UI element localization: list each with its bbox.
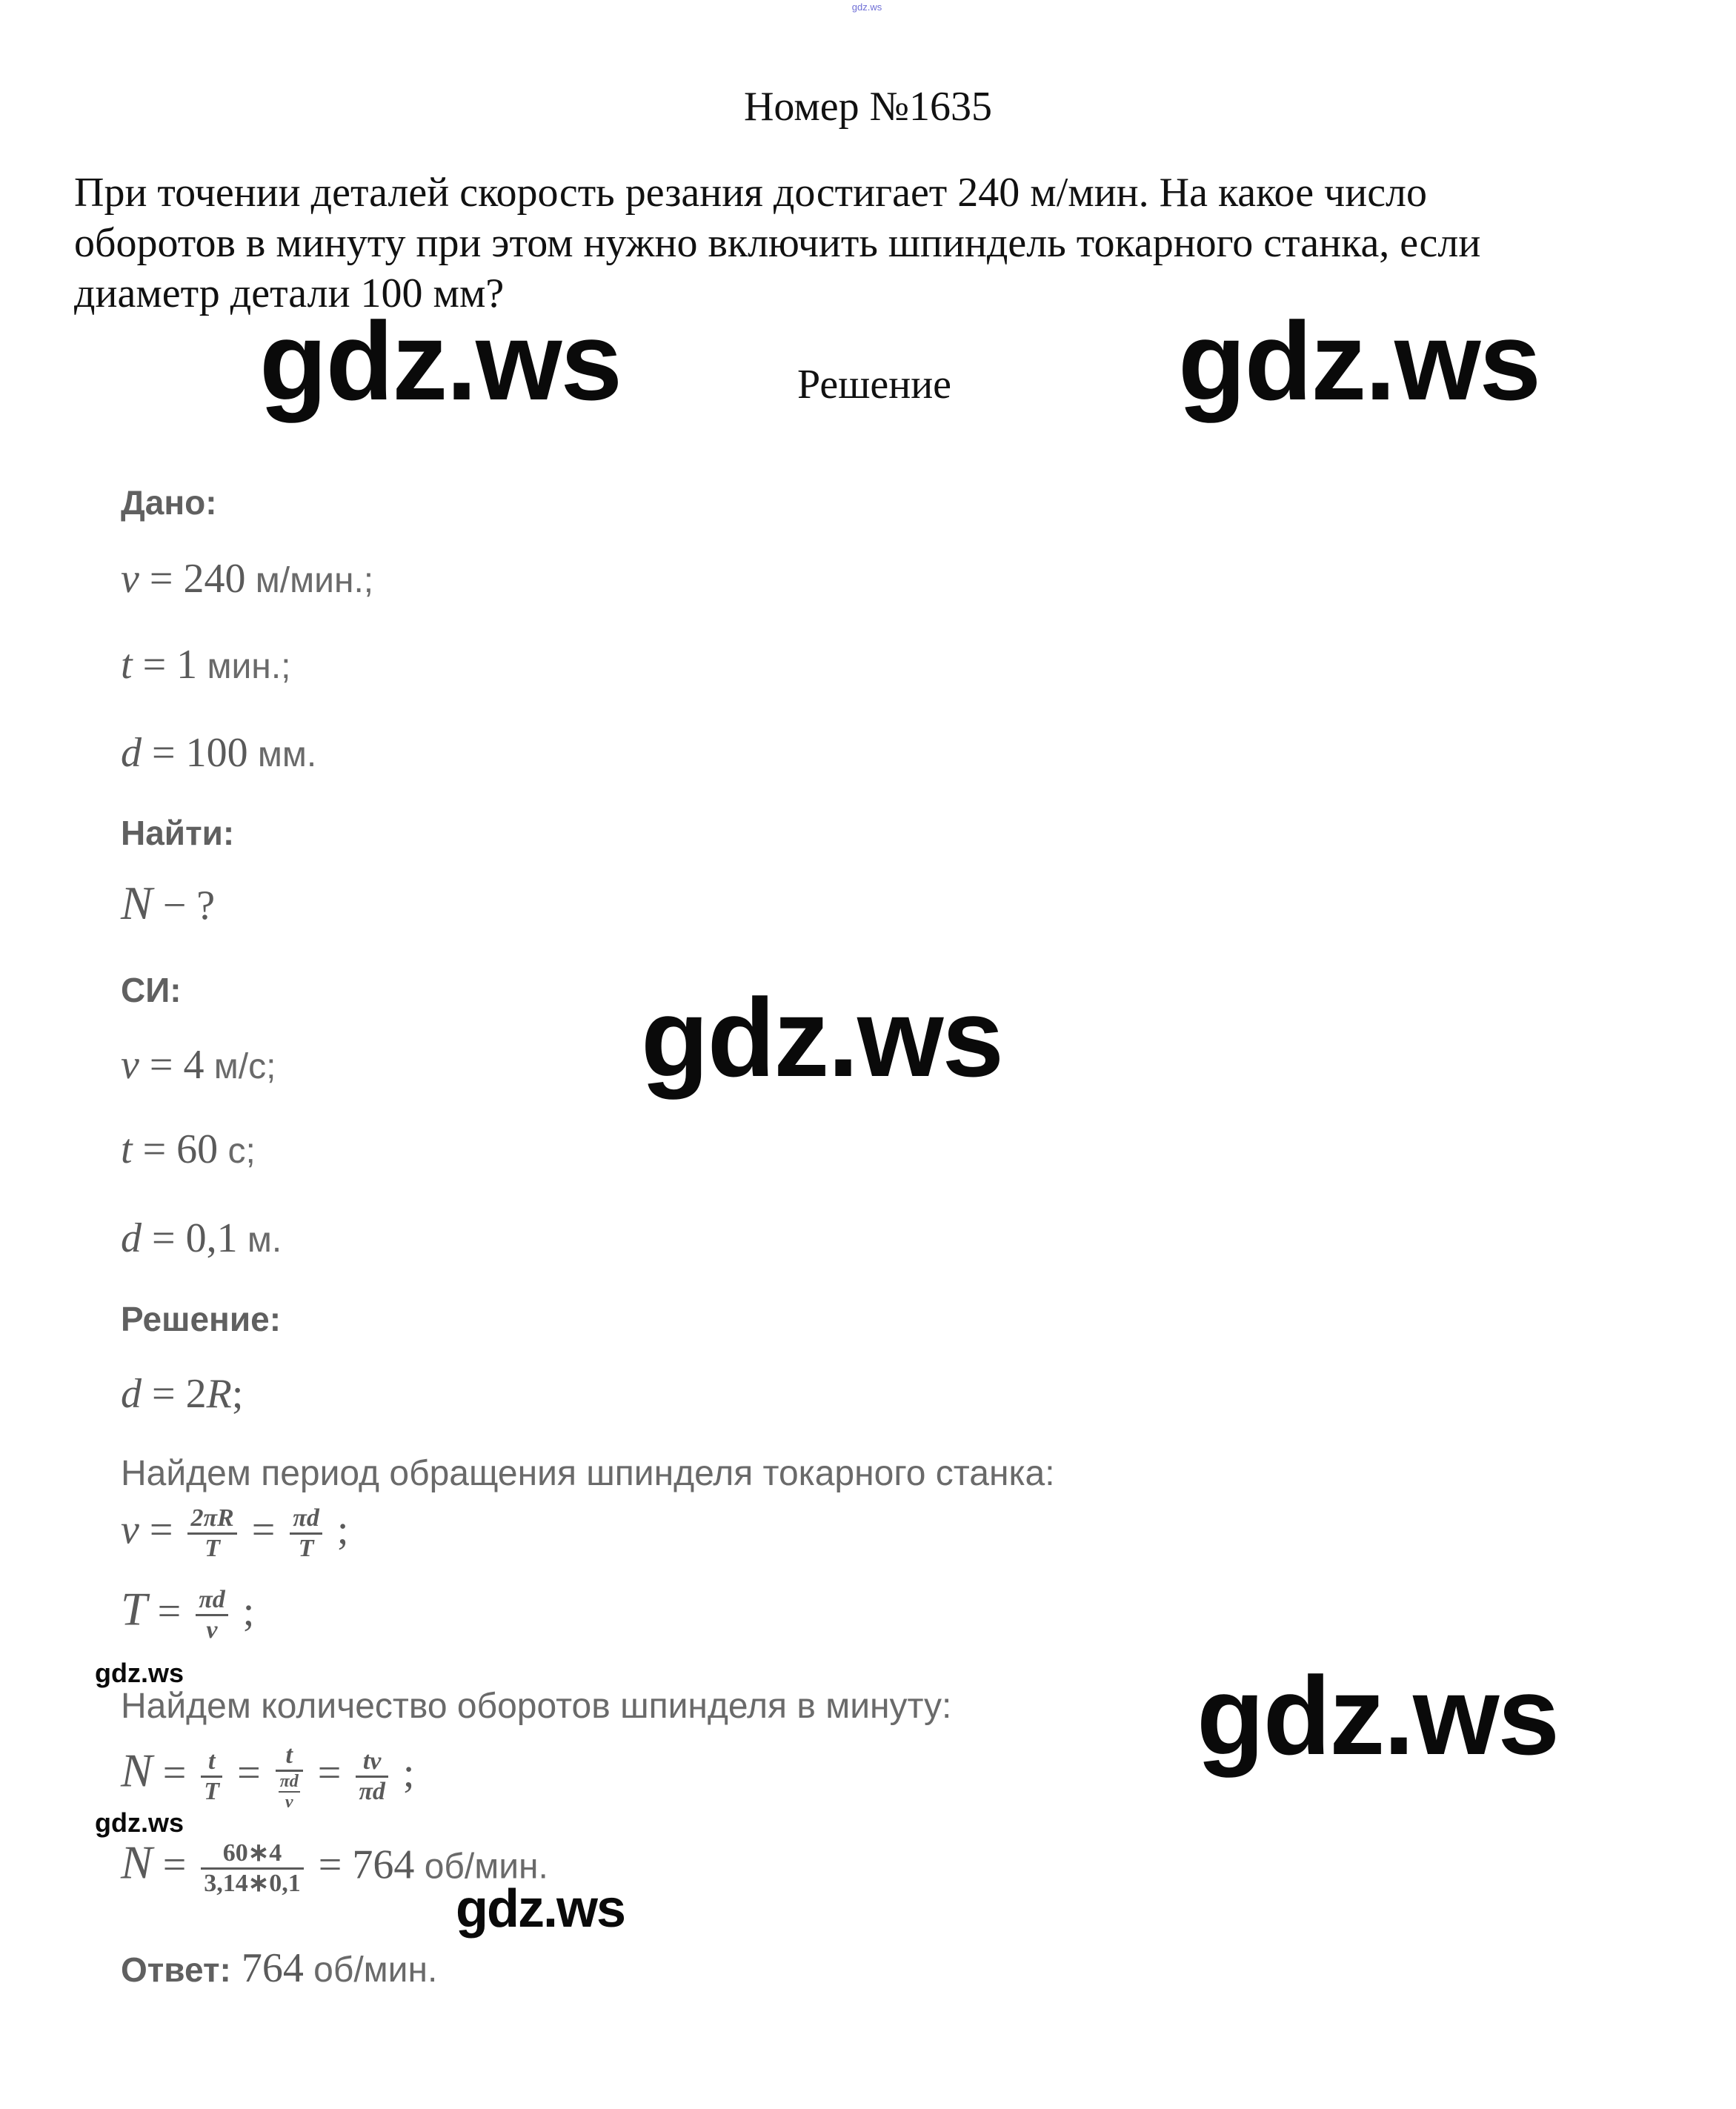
formula-period: T = $\frac{\pi d}{v}$ ; [121,1582,255,1644]
fraction: $\frac{tv}{\pi d}$ [356,1747,388,1806]
si-item: v = 4 м/с; [121,1042,276,1088]
problem-statement [74,167,1675,319]
find-item: N − ? [121,877,216,929]
formula-count: N = $\frac{t}{T}$ = $\frac{t}{\frac{\pi d}{v}}$ = $\frac{tv}{\pi d}$ ; [121,1741,415,1812]
solution-label: Решение: [121,1300,282,1338]
fraction: $\frac{t}{T}$ [201,1747,222,1806]
count-text: Найдем количество оборотов шпинделя в минуту: [121,1687,952,1726]
solution-heading: Решение [797,362,952,408]
fraction: $\frac{\pi d}{v}$ [196,1586,228,1644]
problem-line: диаметр детали 100 мм? [74,270,505,316]
problem-line: оборотов в минуту при этом нужно включить шпиндель токарного станка, если [74,220,1481,266]
formula-diameter: d = 2R; [121,1371,244,1417]
formula-result: N = $\frac{60∗4}{3,14∗0,1}$ = 764 об/мин. [121,1836,548,1897]
watermark-logo: gdz.ws [641,975,1003,1100]
si-item: t = 60 с; [121,1126,256,1172]
watermark-logo: gdz.ws [95,1807,184,1838]
formula-velocity: v = $\frac{2\pi R}{T}$ = $\frac{\pi d}{T}$ ; [121,1504,349,1562]
given-item: d = 100 мм. [121,730,317,776]
given-label: Дано: [121,483,217,522]
fraction: $\frac{2\pi R}{T}$ [187,1504,236,1563]
problem-line: При точении деталей скорость резания достигает 240 м/мин. На какое число [74,170,1427,216]
watermark-logo: gdz.ws [1197,1653,1559,1778]
si-item: d = 0,1 м. [121,1215,282,1261]
top-watermark: gdz.ws [851,1,882,13]
si-label: СИ: [121,971,182,1009]
answer: Ответ: 764 об/мин. [121,1945,438,1991]
watermark-logo: gdz.ws [456,1879,625,1939]
watermark-logo: gdz.ws [1178,299,1540,423]
period-text: Найдем период обращения шпинделя токарного станка: [121,1454,1055,1493]
watermark-logo: gdz.ws [259,299,622,423]
find-label: Найти: [121,814,235,852]
page-title: Номер №1635 [743,84,993,130]
given-item: v = 240 м/мин.; [121,556,374,602]
watermark-logo: gdz.ws [95,1658,184,1688]
fraction: $\frac{\pi d}{T}$ [290,1504,322,1563]
given-item: t = 1 мин.; [121,642,291,688]
fraction: $\frac{t}{\frac{\pi d}{v}}$ [276,1741,303,1812]
fraction: $\frac{60∗4}{3,14∗0,1}$ [201,1839,304,1898]
